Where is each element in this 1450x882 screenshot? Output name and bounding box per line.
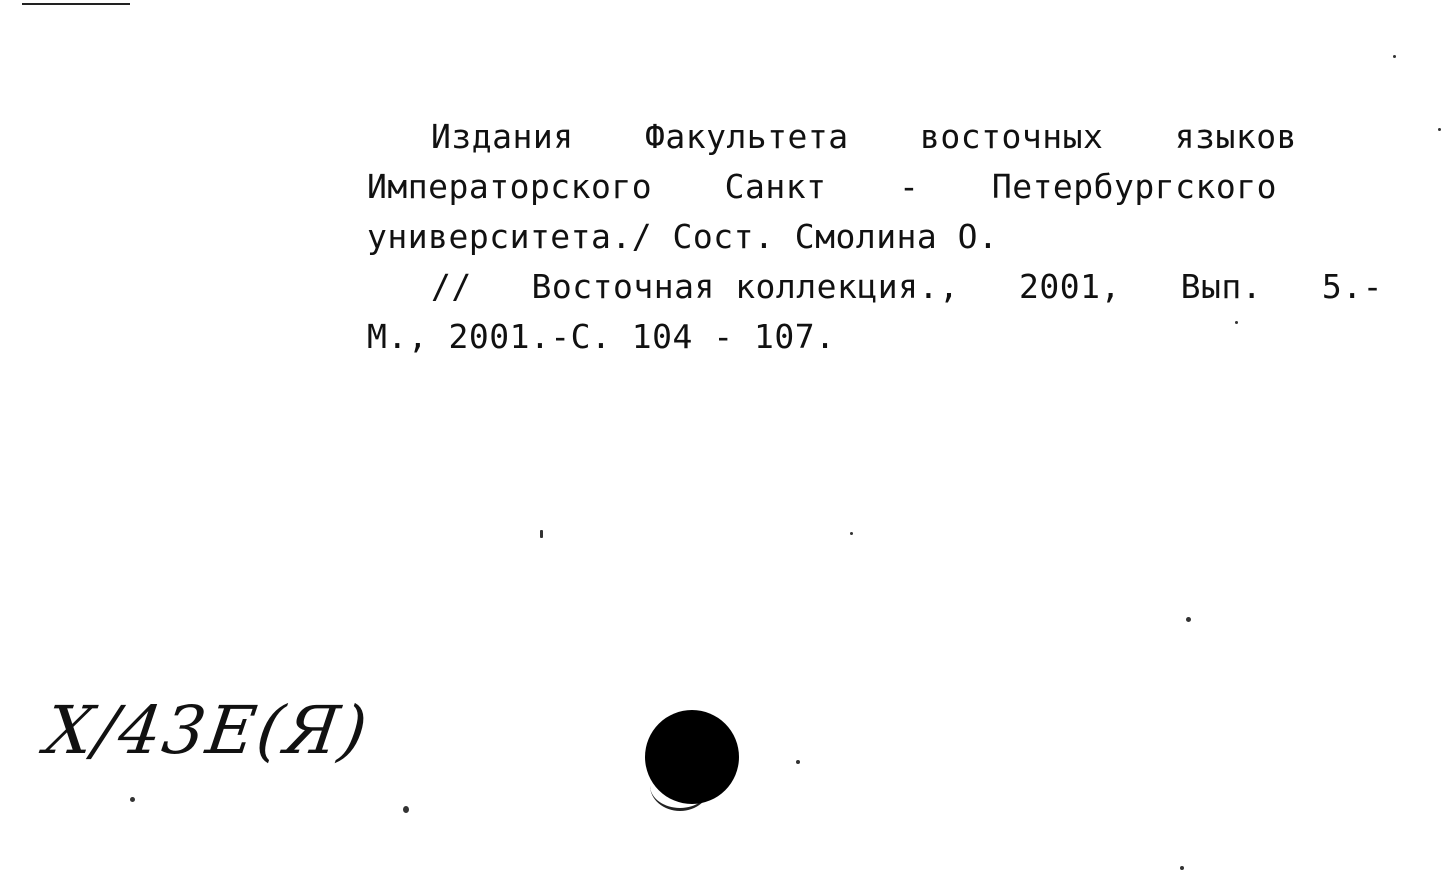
entry-word: Санкт: [724, 167, 827, 206]
entry-word: Факультета: [644, 117, 849, 156]
entry-word: восточных: [920, 117, 1104, 156]
top-rule: [22, 3, 130, 5]
dust-speck: [1186, 617, 1191, 622]
entry-word: //: [431, 267, 472, 306]
dust-speck: [1235, 321, 1238, 324]
dust-speck: [1180, 866, 1184, 870]
entry-line-2: [367, 162, 1277, 212]
entry-line-4: [367, 262, 1383, 312]
dust-speck: [1438, 128, 1441, 131]
dust-speck: [403, 806, 409, 813]
entry-word: 2001,: [1019, 267, 1121, 306]
handwritten-shelfmark: X/43E(Я): [40, 692, 374, 769]
entry-word: Вып.: [1180, 267, 1263, 306]
entry-word: Петербургского: [991, 167, 1277, 206]
entry-word: Императорского: [367, 167, 653, 206]
dust-speck: [850, 532, 853, 535]
entry-word: языков: [1174, 117, 1297, 156]
entry-word: Издания: [431, 117, 574, 156]
entry-line-1: [367, 112, 1297, 162]
dust-speck: [540, 530, 543, 538]
dust-speck: [130, 797, 135, 802]
entry-word: -: [898, 167, 920, 206]
entry-line-5: М., 2001.-С. 104 - 107.: [367, 317, 836, 356]
punch-hole: [645, 710, 739, 804]
entry-word: 5.-: [1321, 267, 1383, 306]
entry-line-3: университета./ Сост. Смолина О.: [367, 217, 999, 256]
dust-speck: [796, 760, 800, 764]
entry-word: Восточная коллекция.,: [531, 267, 960, 306]
bibliographic-entry: [367, 112, 1383, 362]
dust-speck: [1393, 55, 1396, 58]
